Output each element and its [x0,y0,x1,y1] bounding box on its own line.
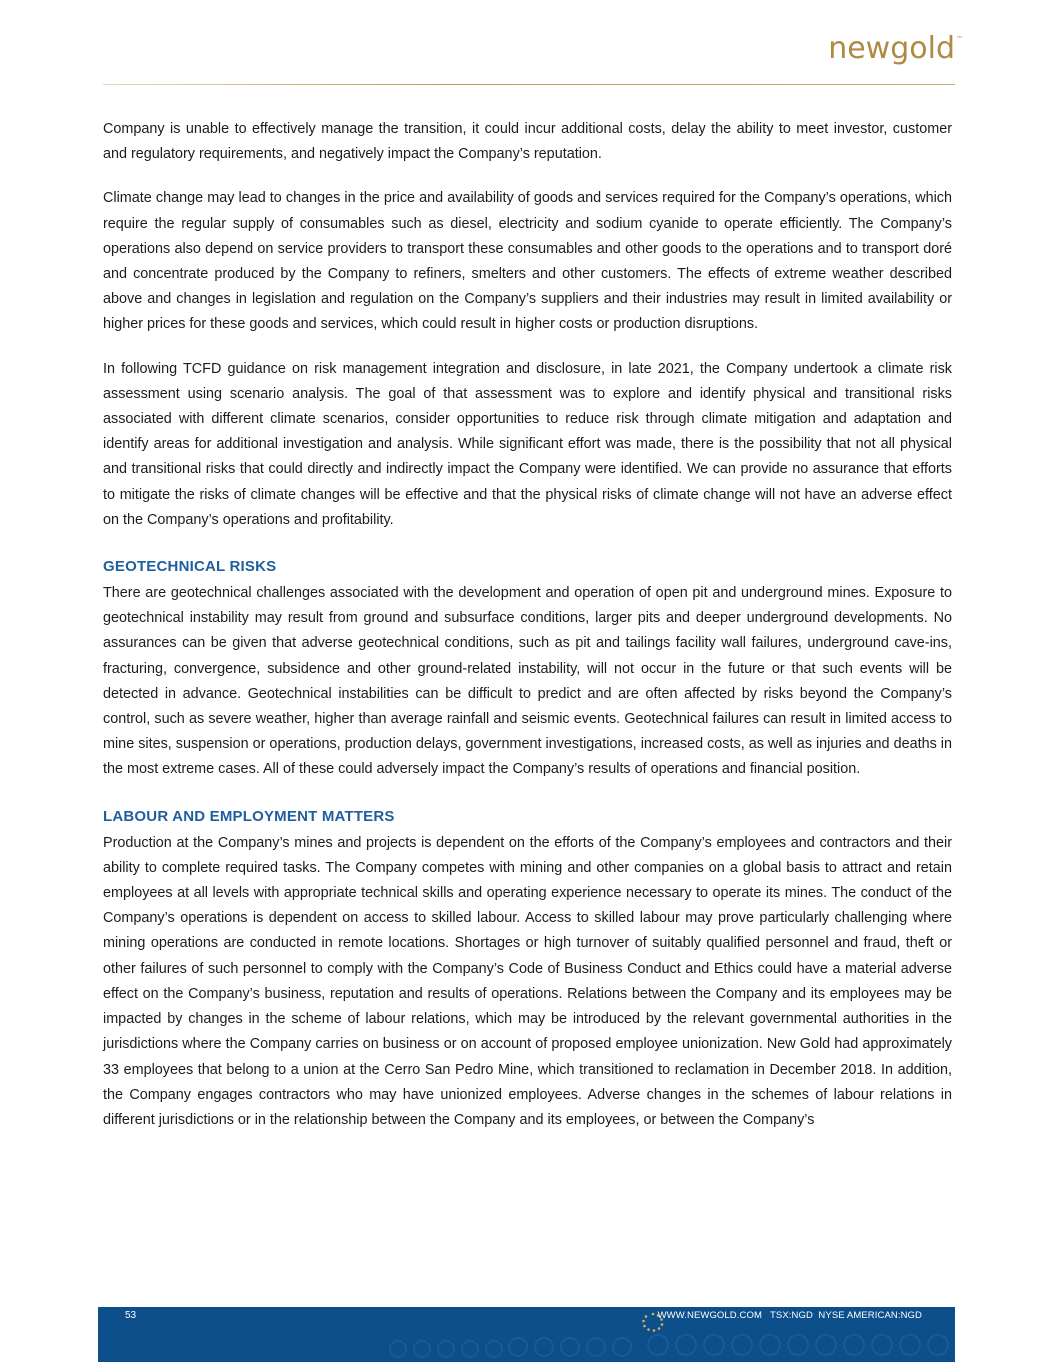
header-rule [103,84,955,85]
heading-labour-employment: LABOUR AND EMPLOYMENT MATTERS [103,807,395,825]
footer-website-tickers: WWW.NEWGOLD.COM TSX:NGD NYSE AMERICAN:NGD [657,1310,922,1321]
paragraph-transition: Company is unable to effectively manage the transition, it could incur additional costs, delay the ability to meet investor, customer and regulatory requirements, and negatively impact the Company’s reputation. [103,121,952,163]
paragraph-geotechnical: There are geotechnical challenges associated with the development and operation of open pit and underground mines. Exposure to geotechnical instability may result from ground and subsurface conditions, larger pits and deeper underground developments. No assurances can be given that adverse geotechnical conditions, such as pit and tailings facility wall failures, underground cave-ins, fracturing, convergence, subsidence and other ground-related instability, will not occur in the future or that such events will be detected in advance. Geotechnical instabilities can be difficult to predict and are often affected by risks beyond the Company’s control, such as severe weather, higher than average rainfall and seismic events. Geotechnical failures can result in limited access to mine sites, suspension or operations, production delays, government investigations, increased costs, as well as injuries and deaths in the most extreme cases. All of these could adversely impact the Company’s results of operations and financial position. [103,585,952,778]
paragraph-labour: Production at the Company’s mines and projects is dependent on the efforts of the Company’s employees and contractors and their ability to complete required tasks. The Company competes with mining and other companies on a global basis to attract and retain employees at all levels with appropriate technical skills and operating experience necessary to operate its mines. The conduct of the Company’s operations is dependent on access to skilled labour. Access to skilled labour may prove particularly challenging where mining operations are conducted in remote locations. Shortages or high turnover of suitably qualified personnel and fraud, theft or other failures of such personnel to comply with the Company’s Code of Business Conduct and Ethics could have a material adverse effect on the Company’s business, reputation and results of operations. Relations between the Company and its employees may be impacted by changes in the scheme of labour relations, which may be introduced by the relevant governmental authorities in the jurisdictions where the Company carries on business or on account of proposed employee unionization. New Gold had approximately 33 employees that belong to a union at the Cerro San Pedro Mine, which transitioned to reclamation in December 2018. In addition, the Company engages contractors who may have unionized employees. Adverse changes in the schemes of labour relations in different jurisdictions or in the relationship between the Company and its employees, or between the Company’s [103,834,952,1128]
paragraph-tcfd: In following TCFD guidance on risk management integration and disclosure, in late 2021, the Company undertook a climate risk assessment using scenario analysis. The goal of that assessment was to explore and identify physical and transitional risks associated with different climate scenarios, consider opportunities to reduce risk through climate mitigation and adaptation and identify areas for additional investigation and analysis. While significant effort was made, there is the possibility that not all physical and transitional risks that could directly and indirectly impact the Company were identified. We can provide no assurance that efforts to mitigate the risks of climate changes will be effective and that the physical risks of climate change will not have an adverse effect on the Company’s operations and profitability. [103,360,952,528]
heading-geotechnical-risks: GEOTECHNICAL RISKS [103,558,277,576]
page-number: 53 [125,1310,137,1321]
document-body [103,117,952,1152]
logo-trademark: ™ [956,35,963,43]
newgold-logo [828,31,963,66]
page-footer [98,1307,955,1362]
logo-text: newgold [828,31,955,66]
paragraph-supply-chain: Climate change may lead to changes in the price and availability of goods and services required for the Company’s operations, which require the regular supply of consumables such as diesel, electricity and sodium cyanide to operate efficiently. The Company’s operations also depend on service providers to transport these consumables and other goods to the operations and to transport doré and concentrate produced by the Company to refiners, smelters and other customers. The effects of extreme weather described above and changes in legislation and regulation on the Company’s suppliers and their industries may result in limited availability or higher prices for these goods and services, which could result in higher costs or production disruptions. [103,190,952,333]
